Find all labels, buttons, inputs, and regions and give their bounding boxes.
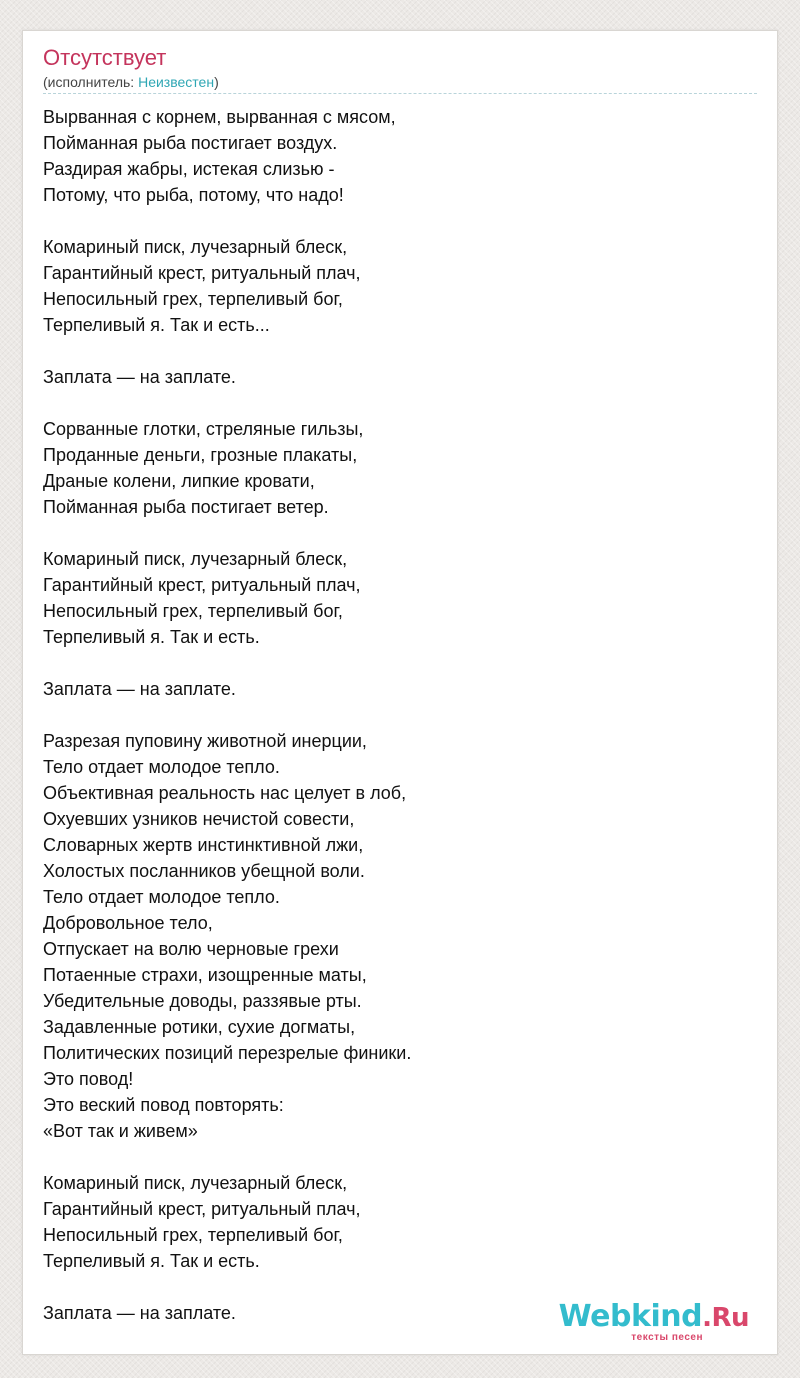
lyric-line: Сорванные глотки, стреляные гильзы, [43,419,364,439]
lyric-line: Комариный писк, лучезарный блеск, [43,549,348,569]
lyric-line: Драные колени, липкие кровати, [43,471,315,491]
lyric-line: Словарных жертв инстинктивной лжи, [43,835,364,855]
lyrics-body [43,104,743,1326]
lyric-line: Гарантийный крест, ритуальный плач, [43,1199,361,1219]
stanza-break [43,650,743,676]
stanza-break [43,338,743,364]
lyric-line: Холостых посланников убещной воли. [43,861,365,881]
lyric-line: «Вот так и живем» [43,1121,198,1141]
lyric-line: Тело отдает молодое тепло. [43,887,280,907]
lyric-line: Вырванная с корнем, вырванная с мясом, [43,107,396,127]
lyric-line: Объективная реальность нас целует в лоб, [43,783,407,803]
lyric-line: Раздирая жабры, истекая слизью - [43,159,335,179]
lyric-line: Тело отдает молодое тепло. [43,757,280,777]
lyric-line: Непосильный грех, терпеливый бог, [43,1225,343,1245]
lyric-line: Отпускает на волю черновые грехи [43,939,339,959]
lyric-line: Заплата — на заплате. [43,1303,236,1323]
lyric-line: Политических позиций перезрелые финики. [43,1043,412,1063]
performer-link[interactable]: Неизвестен [138,74,215,90]
lyric-line: Непосильный грех, терпеливый бог, [43,601,343,621]
stanza-break [43,390,743,416]
lyric-line: Разрезая пуповину животной инерции, [43,731,367,751]
logo-tld: .Ru [702,1303,749,1333]
lyric-line: Убедительные доводы, раззявые рты. [43,991,362,1011]
lyric-line: Задавленные ротики, сухие догматы, [43,1017,356,1037]
performer-suffix: ) [214,74,219,90]
stanza-break [43,1274,743,1300]
lyric-line: Проданные деньги, грозные плакаты, [43,445,358,465]
site-logo[interactable] [559,1300,749,1344]
lyric-line: Это повод! [43,1069,134,1089]
logo-wordmark [559,1300,749,1335]
lyric-line: Потаенные страхи, изощренные маты, [43,965,367,985]
lyric-line: Гарантийный крест, ритуальный плач, [43,263,361,283]
title-divider [43,93,757,94]
logo-name: Webkind [558,1299,703,1334]
stanza-break [43,208,743,234]
lyric-line: Охуевших узников нечистой совести, [43,809,355,829]
stanza-break [43,1144,743,1170]
logo-tagline: тексты песен [631,1332,703,1343]
lyric-line: Заплата — на заплате. [43,679,236,699]
lyric-line: Добровольное тело, [43,913,213,933]
lyric-line: Терпеливый я. Так и есть. [43,627,260,647]
lyric-line: Терпеливый я. Так и есть. [43,1251,260,1271]
lyric-line: Пойманная рыба постигает ветер. [43,497,329,517]
song-title: Отсутствует [43,45,167,70]
lyric-line: Гарантийный крест, ритуальный плач, [43,575,361,595]
lyric-line: Это веский повод повторять: [43,1095,284,1115]
performer-prefix: (исполнитель: [43,74,139,90]
lyric-line: Заплата — на заплате. [43,367,236,387]
lyric-line: Терпеливый я. Так и есть... [43,315,270,335]
performer-line [43,73,219,91]
lyric-line: Комариный писк, лучезарный блеск, [43,1173,348,1193]
lyric-line: Комариный писк, лучезарный блеск, [43,237,348,257]
lyrics-card [22,30,778,1355]
stanza-break [43,520,743,546]
lyric-line: Потому, что рыба, потому, что надо! [43,185,344,205]
stanza-break [43,702,743,728]
lyric-line: Пойманная рыба постигает воздух. [43,133,338,153]
lyric-line: Непосильный грех, терпеливый бог, [43,289,343,309]
